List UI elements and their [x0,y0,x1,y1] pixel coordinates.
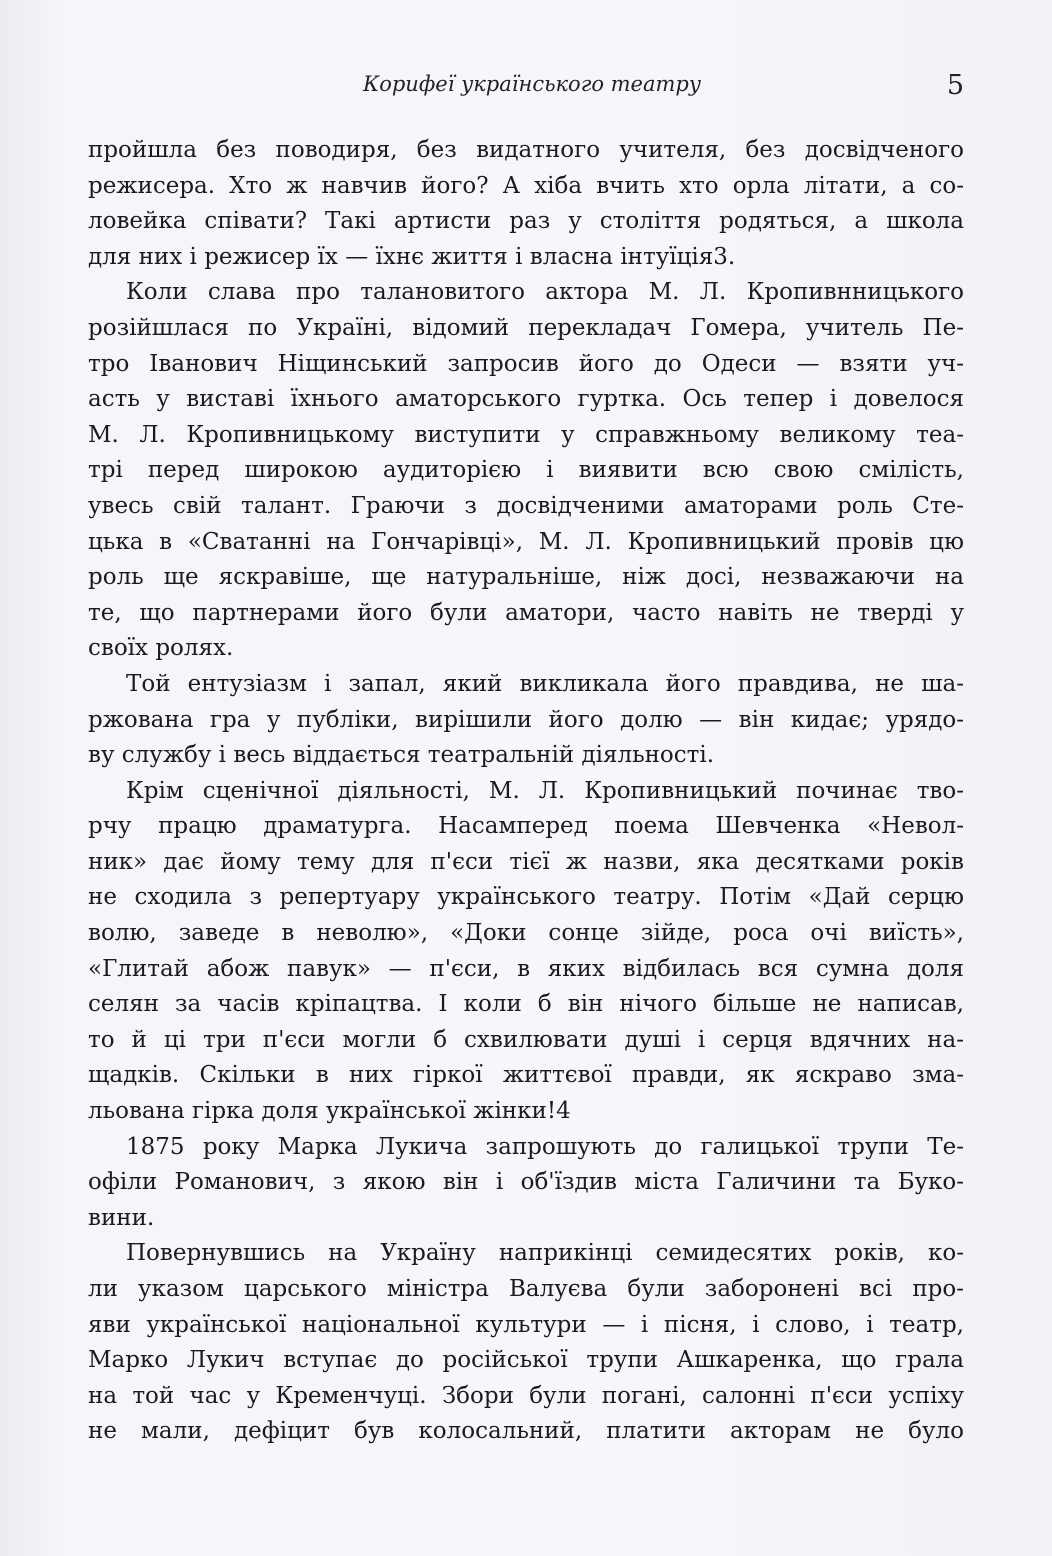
text-line: М. Л. Кропивницькому виступити у справжньому великому теа- [88,421,964,448]
text-line: на той час у Кременчуці. Збори були погані, салонні п'єси успіху [88,1382,964,1409]
text-line: своїх ролях. [88,635,234,662]
text-line: режисера. Хто ж навчив його? А хіба вчить хто орла літати, а со- [88,172,964,199]
text-line: те, що партнерами його були аматори, часто навіть не тверді у [88,599,964,626]
text-line: Той ентузіазм і запал, який викликала його правдива, не ша- [126,670,964,697]
text-line: роль ще яскравіше, ще натуральніше, ніж досі, незважаючи на [88,564,964,591]
text-line: щадків. Скільки в них гіркої життєвої правди, як яскраво зма- [88,1062,964,1089]
text-line: для них і режисер їх — їхнє життя і власна інтуїція3. [88,243,736,270]
text-line: Марко Лукич вступає до російської трупи Ашкаренка, що грала [88,1347,964,1374]
text-line: «Глитай абож павук» — п'єси, в яких відбилась вся сумна доля [88,955,964,982]
text-line: асть у виставі їхнього аматорського гуртка. Ось тепер і довелося [88,386,964,413]
body-text [88,133,964,1450]
text-line: рчу працю драматурга. Насамперед поема Шевченка «Невол- [88,813,964,840]
text-line: ли указом царського міністра Валуєва були заборонені всі про- [88,1276,964,1302]
text-line: Повернувшись на Україну наприкінці семидесятих років, ко- [126,1240,964,1267]
text-line: 1875 року Марка Лукича запрошують до галицької трупи Те- [126,1133,964,1160]
text-line: увесь свій талант. Граючи з досвідченими аматорами роль Сте- [88,492,964,519]
text-line: цька в «Сватанні на Гончарівці», М. Л. Кропивницький провів цю [88,528,964,555]
page-number: 5 [946,70,964,101]
text-line: волю, заведе в неволю», «Доки сонце зійде, роса очі виїсть», [88,920,964,947]
text-line: розійшлася по Україні, відомий перекладач Гомера, учитель Пе- [88,314,964,341]
text-line: селян за часів кріпацтва. І коли б він нічого більше не написав, [88,991,964,1018]
text-line: не мали, дефіцит був колосальний, платити акторам не було [88,1418,964,1445]
text-line: ржована гра у публіки, вирішили його долю — він кидає; урядо- [88,706,964,733]
text-line: офіли Романович, з якою він і об'їздив міста Галичини та Буко- [88,1169,964,1196]
text-line: льована гірка доля української жінки!4 [88,1098,571,1125]
text-line: тро Іванович Ніщинський запросив його до Одеси — взяти уч- [88,350,964,377]
text-line: вини. [88,1204,155,1231]
text-line: Коли слава про талановитого актора М. Л. Кропивнницького [126,279,964,306]
text-line: Крім сценічної діяльності, М. Л. Кропивницький починає тво- [126,777,964,804]
text-line: пройшла без поводиря, без видатного учителя, без досвідченого [88,137,964,163]
text-line: не сходила з репертуару українського театру. Потім «Дай серцю [88,884,964,911]
running-title: Корифеї українського театру [362,72,702,96]
text-line: ловейка співати? Такі артисти раз у століття родяться, а школа [88,208,964,235]
text-line: ву службу і весь віддається театральній діяльності. [88,742,715,769]
text-line: яви української національної культури — і пісня, і слово, і театр, [88,1311,964,1338]
text-line: трі перед широкою аудиторією і виявити всю свою сміліcть, [88,457,964,484]
text-line: ник» дає йому тему для п'єси тієї ж назви, яка десятками років [88,848,964,875]
running-head [100,70,964,106]
text-line: то й ці три п'єси могли б схвилювати душі і серця вдячних на- [88,1026,964,1053]
